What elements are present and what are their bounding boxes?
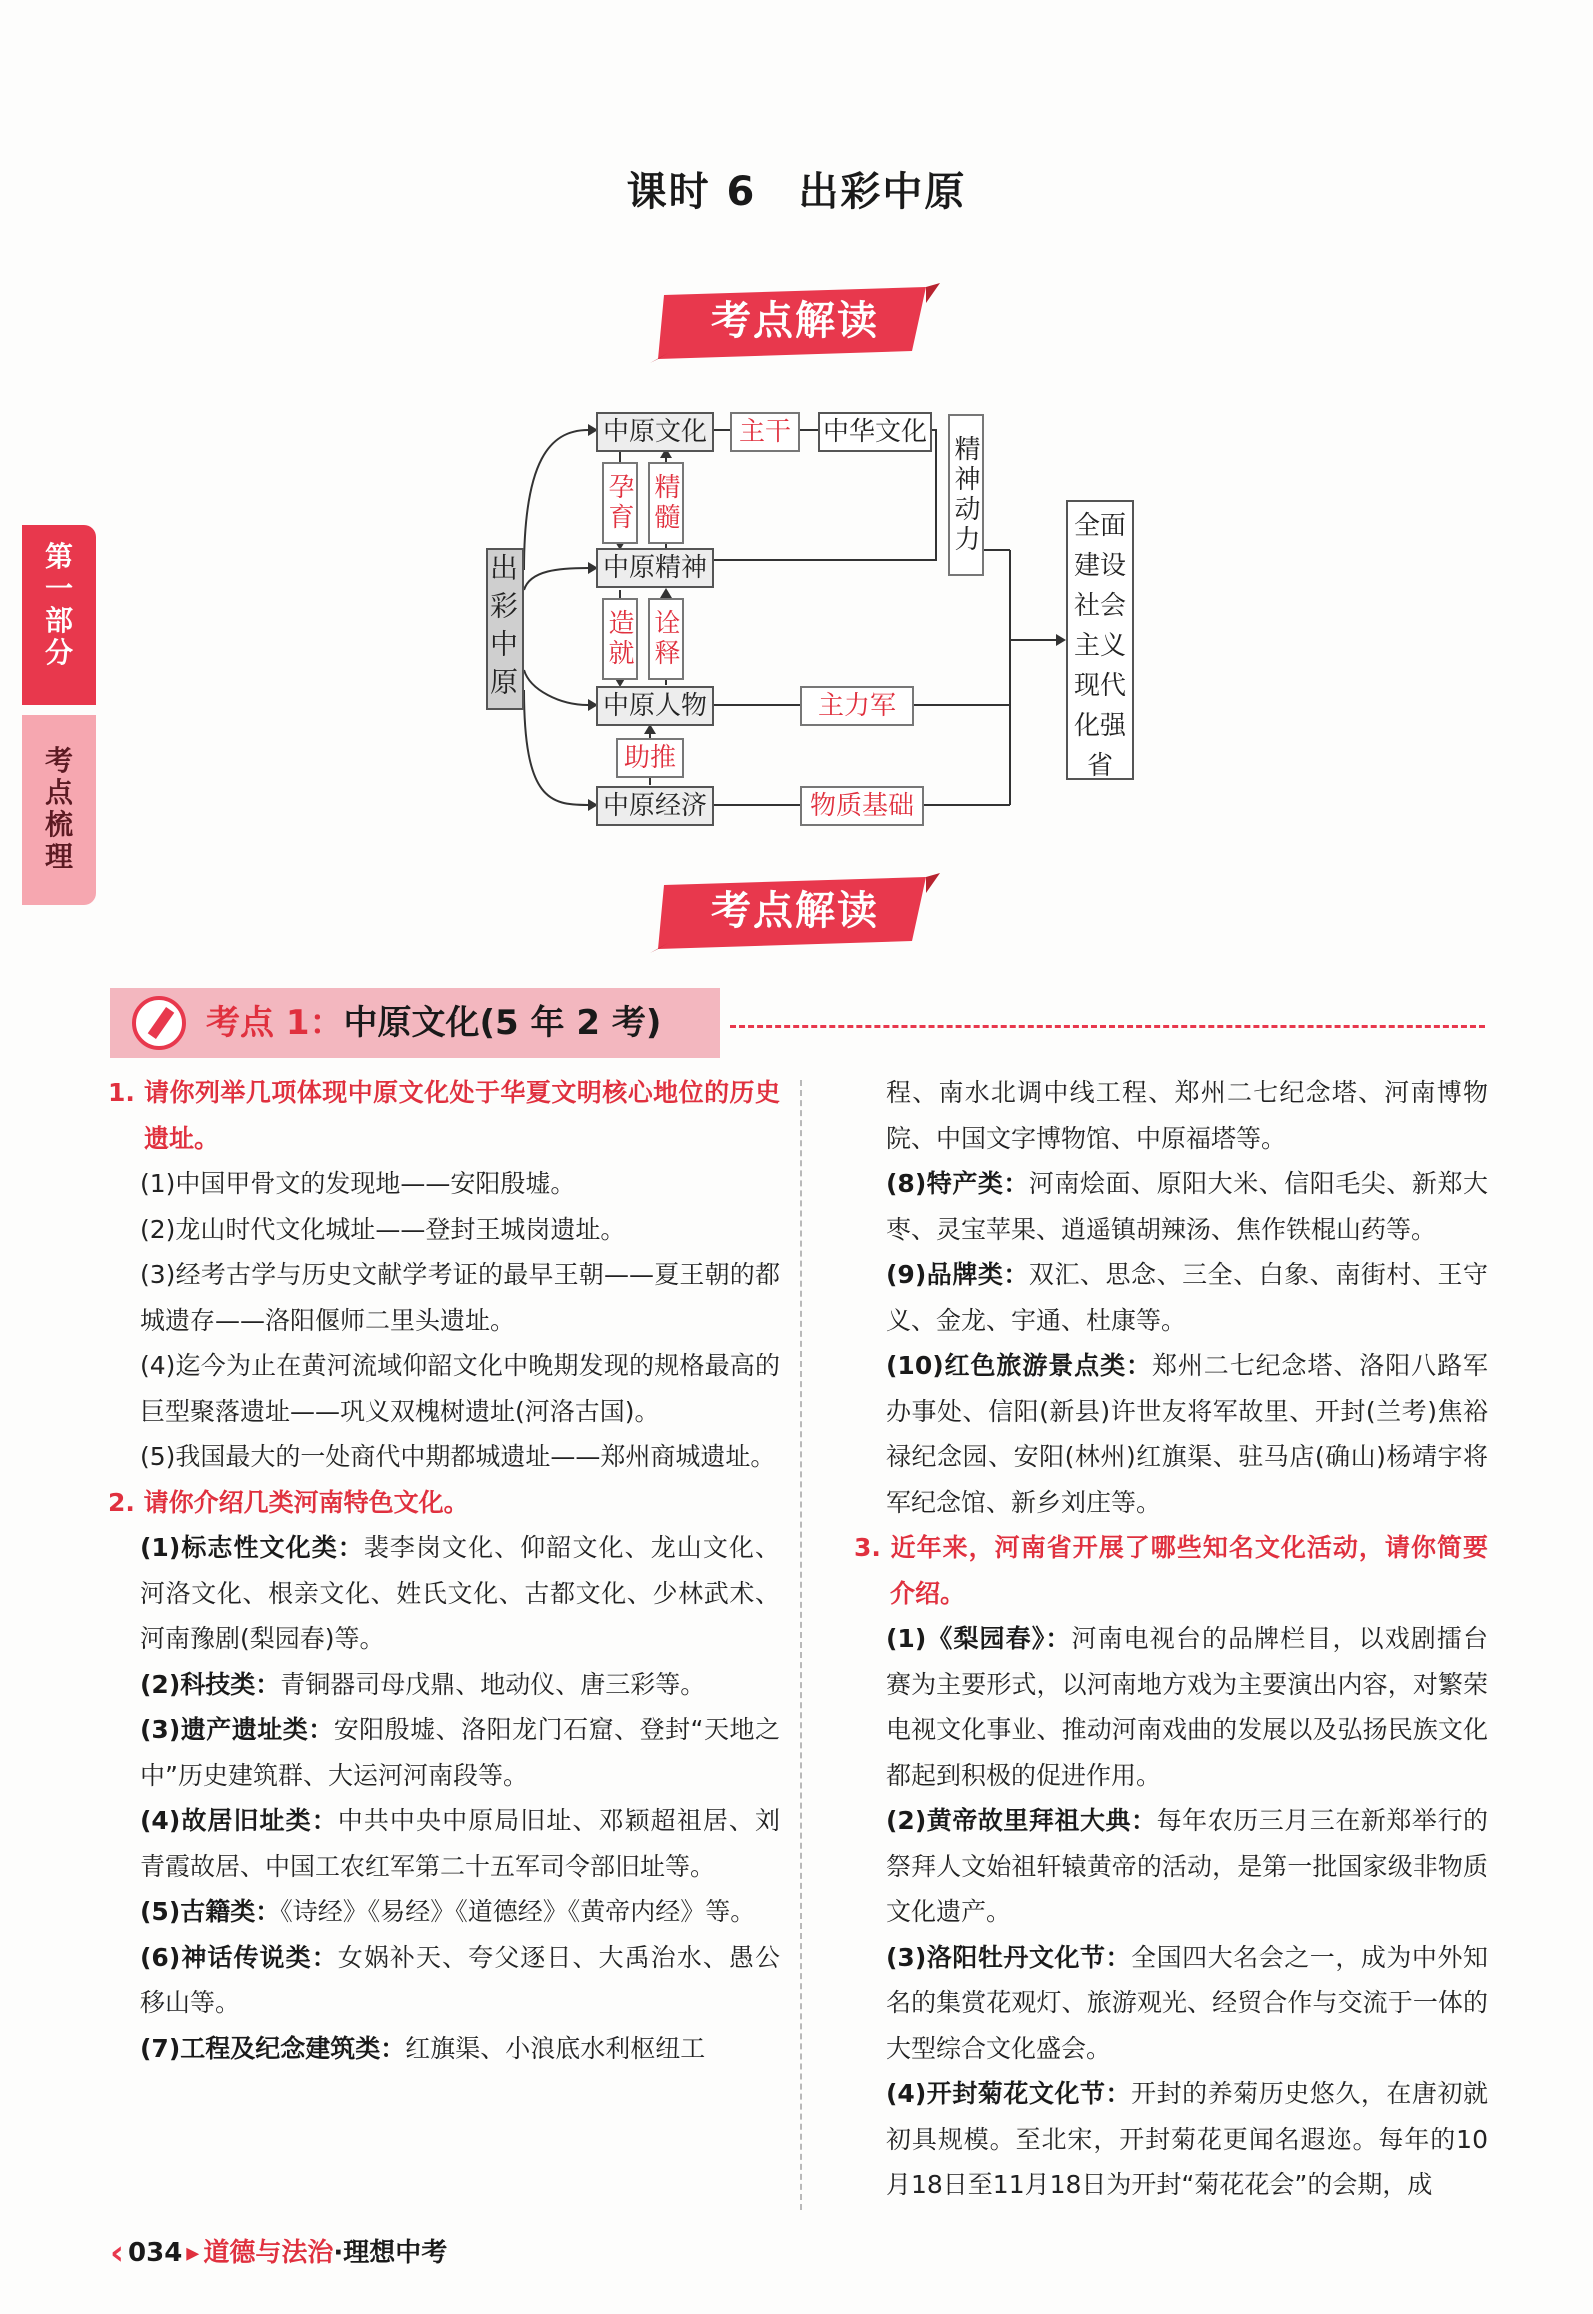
item-category: (2)科技类： (140, 1669, 281, 1699)
item-text: 全国四大名会之一，成为中外知名的集赏花观灯、旅游观光、经贸合作与交流于一体的大型综合文化盛会。 (886, 1942, 1488, 2063)
answer-item (108, 1798, 780, 1889)
section-prefix: 考点 1： (206, 1003, 344, 1043)
right-column (854, 1070, 1488, 2208)
answer-item (108, 1889, 780, 1935)
item-category: (9)品牌类： (886, 1260, 1029, 1289)
label-material-basis: 物质基础 (800, 786, 924, 826)
label-essence: 精髓 (648, 462, 684, 544)
item-text: (5)我国最大的一处商代中期都城遗址——郑州商城遗址。 (140, 1442, 776, 1471)
item-text: 开封的养菊历史悠久，在唐初就初具规模。至北宋，开封菊花更闻名遐迩。每年的10月18日至11月18日为开封“菊花花会”的会期，成 (886, 2079, 1488, 2199)
question: 1. 请你列举几项体现中原文化处于华夏文明核心地位的历史遗址。 (108, 1078, 780, 1153)
item-category: (2)黄帝故里拜祖大典： (886, 1806, 1157, 1835)
item-text: (4)迄今为止在黄河流域仰韶文化中晚期发现的规格最高的巨型聚落遗址——巩义双槐树遗址(河洛古国)。 (140, 1351, 780, 1426)
page-title: 课时 6 出彩中原 (626, 169, 967, 215)
answer-item (108, 2026, 780, 2072)
item-category: (5)古籍类： (140, 1897, 281, 1926)
answer-item (108, 1343, 780, 1434)
banner-label: 考点解读 (711, 888, 879, 934)
footer (110, 2233, 447, 2273)
footer-separator: · (333, 2238, 344, 2268)
answer-item (854, 1070, 1488, 1161)
answer-item (108, 1252, 780, 1343)
banner-label: 考点解读 (711, 298, 879, 344)
item-text: 安阳殷墟、洛阳龙门石窟、登封“天地之中”历史建筑群、大运河河南段等。 (140, 1715, 780, 1790)
item-category: (8)特产类： (886, 1169, 1029, 1198)
node-central-plains-culture: 中原文化 (596, 412, 714, 452)
item-text: 中共中央中原局旧址、邓颖超祖居、刘青霞故居、中国工农红军第二十五军司令部旧址等。 (140, 1806, 780, 1881)
node-central-plains-figures: 中原人物 (596, 686, 714, 726)
label-nurture: 孕育 (602, 462, 638, 544)
item-text: (2)龙山时代文化城址——登封王城岗遗址。 (140, 1214, 626, 1244)
item-text: 女娲补天、夸父逐日、大禹治水、愚公移山等。 (140, 1942, 780, 2017)
item-category: (6)神话传说类： (140, 1942, 338, 1972)
answer-item (854, 1161, 1488, 1252)
item-text: (1)中国甲骨文的发现地——安阳殷墟。 (140, 1169, 576, 1198)
page-number: 034 (128, 2238, 183, 2268)
item-text: 裴李岗文化、仰韶文化、龙山文化、河洛文化、根亲文化、姓氏文化、古都文化、少林武术、河南豫剧(梨园春)等。 (140, 1533, 780, 1653)
answer-item (108, 1207, 780, 1253)
answer-item (108, 1434, 780, 1480)
item-category: (10)红色旅游景点类： (886, 1351, 1152, 1380)
goal-box: 全面建设社会主义现代化强省 (1066, 500, 1134, 780)
footer-brand: 理想中考 (343, 2238, 448, 2268)
compass-icon (132, 996, 186, 1050)
node-central-plains-economy: 中原经济 (596, 786, 714, 826)
item-category: (7)工程及纪念建筑类： (140, 2033, 406, 2063)
item-category: (3)遗产遗址类： (140, 1715, 334, 1744)
answer-item (854, 2071, 1488, 2208)
key-points-banner-bottom (650, 873, 940, 953)
item-text: 红旗渠、小浪底水利枢纽工 (405, 2033, 706, 2063)
key-points-banner-top (650, 283, 940, 363)
question: 3. 近年来，河南省开展了哪些知名文化活动，请你简要介绍。 (854, 1533, 1488, 1608)
label-spirit-power: 精神动力 (948, 414, 984, 576)
chevron-left-icon: ‹ (110, 2233, 125, 2273)
label-interpret: 诠释 (648, 598, 684, 680)
item-text: 河南电视台的品牌栏目，以戏剧擂台赛为主要形式，以河南地方戏为主要演出内容，对繁荣电视文化事业、推动河南戏曲的发展以及弘扬民族文化都起到积极的促进作用。 (886, 1624, 1488, 1790)
item-category: (3)洛阳牡丹文化节： (886, 1942, 1132, 1972)
section-heading (110, 988, 720, 1058)
answer-item (854, 1343, 1488, 1525)
answer-item (854, 1616, 1488, 1798)
item-text: (3)经考古学与历史文献学考证的最早王朝——夏王朝的都城遗存——洛阳偃师二里头遗址。 (140, 1260, 780, 1335)
answer-item (108, 1161, 780, 1207)
label-create: 造就 (602, 598, 638, 680)
label-main-trunk: 主干 (730, 412, 800, 452)
answer-item (108, 1707, 780, 1798)
answer-item (854, 1252, 1488, 1343)
section-topic: 中原文化(5 年 2 考) (343, 1003, 662, 1043)
footer-subject: 道德与法治 (203, 2238, 334, 2268)
item-category: (4)故居旧址类： (140, 1806, 338, 1835)
item-category: (1)标志性文化类： (140, 1533, 364, 1562)
side-tab (22, 525, 96, 905)
item-text: 双汇、思念、三全、白象、南街村、王守义、金龙、宇通、杜康等。 (886, 1260, 1488, 1335)
side-tab-part-label: 第 一 部 分 (44, 540, 73, 669)
section-heading-label (206, 988, 661, 1058)
item-text: 青铜器司母戊鼎、地动仪、唐三彩等。 (280, 1669, 706, 1699)
answer-item (108, 1662, 780, 1708)
side-tab-section-label: 考 点 梳 理 (44, 744, 73, 873)
item-category: (4)开封菊花文化节： (886, 2079, 1132, 2108)
item-category: (1)《梨园春》： (886, 1624, 1072, 1653)
answer-item (854, 1798, 1488, 1935)
triangle-icon: ▸ (186, 2238, 200, 2268)
item-text: 郑州二七纪念塔、洛阳八路军办事处、信阳(新县)许世友将军故里、开封(兰考)焦裕禄纪念园、安阳(林州)红旗渠、驻马店(确山)杨靖宇将军纪念馆、新乡刘庄等。 (886, 1351, 1488, 1517)
item-text: 程、南水北调中线工程、郑州二七纪念塔、河南博物院、中国文字博物馆、中原福塔等。 (886, 1078, 1488, 1153)
answer-item (108, 1935, 780, 2026)
node-central-plains-spirit: 中原精神 (596, 548, 714, 588)
label-promote: 助推 (616, 738, 684, 778)
section-divider (730, 1025, 1485, 1028)
item-text: 每年农历三月三在新郑举行的祭拜人文始祖轩辕黄帝的活动，是第一批国家级非物质文化遗产。 (886, 1806, 1488, 1926)
mind-map-center: 出彩中原 (486, 548, 524, 710)
column-divider (800, 1080, 802, 2210)
mind-map-connectors (470, 400, 1150, 850)
node-chinese-culture: 中华文化 (818, 412, 932, 452)
answer-item (854, 1935, 1488, 2072)
label-main-force: 主力军 (800, 686, 914, 726)
left-column (108, 1070, 780, 2071)
mind-map (470, 400, 1150, 850)
item-text: 《诗经》《易经》《道德经》《黄帝内经》等。 (280, 1897, 756, 1926)
item-text: 河南烩面、原阳大米、信阳毛尖、新郑大枣、灵宝苹果、逍遥镇胡辣汤、焦作铁棍山药等。 (886, 1169, 1488, 1244)
answer-item (108, 1525, 780, 1662)
question: 2. 请你介绍几类河南特色文化。 (108, 1487, 469, 1517)
